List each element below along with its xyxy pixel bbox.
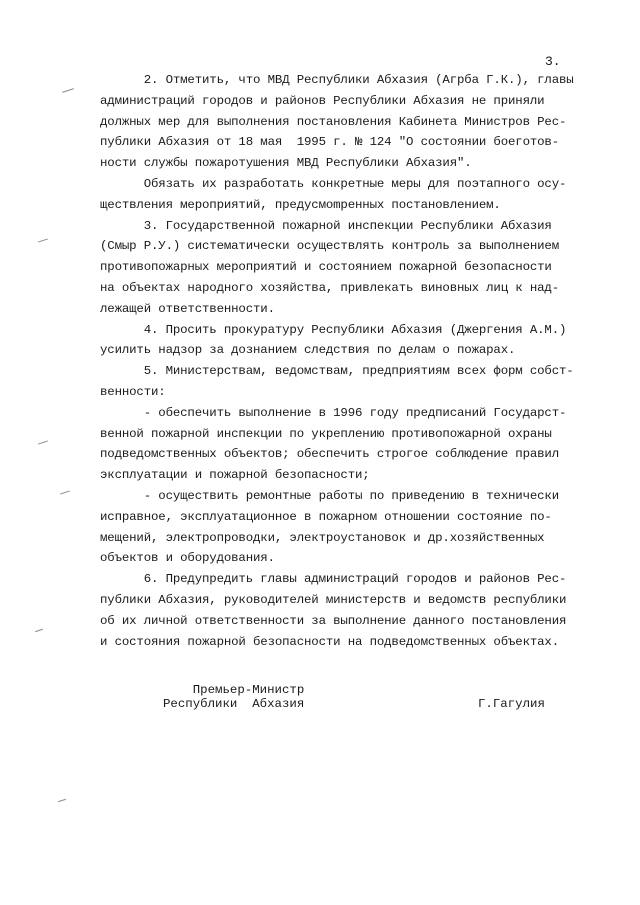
text-line: ности службы пожаротушения МВД Республики Абхазия". [100, 156, 472, 171]
margin-mark [35, 629, 43, 632]
text-line: публики Абхазия от 18 мая 1995 г. № 124 "О состоянии боеготов- [100, 135, 559, 150]
margin-mark [62, 88, 74, 93]
text-line: 2. Отметить, что МВД Республики Абхазия (Агрба Г.К.), главы [100, 73, 574, 87]
text-line: 3. Государственной пожарной инспекции Республики Абхазия [100, 218, 552, 233]
text-line: 6. Предупредить главы администраций городов и районов Рес- [100, 572, 567, 587]
page-number: 3. [545, 54, 561, 69]
text-line: и состояния пожарной безопасности на подведомственных объектах. [100, 634, 559, 649]
text-line: ществления мероприятий, предусмоmренных постановлением. [100, 197, 501, 212]
margin-mark [38, 238, 48, 242]
text-line: усилить надзор за дознанием следствия по делам о пожарах. [100, 343, 516, 358]
text-line: - обеспечить выполнение в 1996 году предписаний Государст- [100, 405, 567, 420]
text-line: 5. Министерствам, ведомствам, предприятиям всех форм собст- [100, 364, 574, 379]
signatory-title-line-2: Республики Абхазия [163, 697, 305, 711]
text-line: венности: [100, 384, 166, 399]
text-line: об их личной ответственности за выполнение данного постановления [100, 613, 567, 628]
text-line: противопожарных мероприятий и состоянием пожарной безопасности [100, 260, 552, 275]
text-line: исправное, эксплуатационное в пожарном отношении состояние по- [100, 509, 552, 524]
text-line: объектов и оборудования. [100, 551, 275, 566]
signatory-name: Г.Гагулия [478, 697, 545, 711]
text-line: публики Абхазия, руководителей министерств и ведомств республики [100, 592, 567, 607]
text-line: - осуществить ремонтные работы по приведению в технически [100, 488, 559, 503]
text-line: эксплуатации и пожарной безопасности; [100, 468, 370, 483]
document-body [100, 70, 628, 652]
signatory-title-line-1: Премьер-Министр [163, 683, 305, 697]
text-line: на объектах народного хозяйства, привлекать виновных лиц к над- [100, 280, 559, 295]
text-line: мещений, электропроводки, электроустановок и др.хозяйственных [100, 530, 545, 545]
text-line: подведомственных объектов; обеспечить строгое соблюдение правил [100, 447, 559, 462]
text-line: (Смыр Р.У.) систематически осуществлять контроль за выполнением [100, 239, 559, 254]
margin-mark [58, 799, 66, 802]
text-line: администраций городов и районов Республики Абхазия не приняли [100, 93, 545, 108]
text-line: Обязать их разработать конкретные меры для поэтапного осу- [100, 176, 567, 191]
margin-mark [60, 490, 70, 494]
text-line: лежащей ответственности. [100, 301, 275, 316]
margin-mark [38, 440, 48, 444]
text-line: должных мер для выполнения постановления Кабинета Министров Рес- [100, 114, 567, 129]
signatory-title [163, 683, 304, 711]
text-line: 4. Просить прокуратуру Республики Абхазия (Джергения А.М.) [100, 322, 567, 337]
text-line: венной пожарной инспекции по укреплению противопожарной охраны [100, 426, 552, 441]
